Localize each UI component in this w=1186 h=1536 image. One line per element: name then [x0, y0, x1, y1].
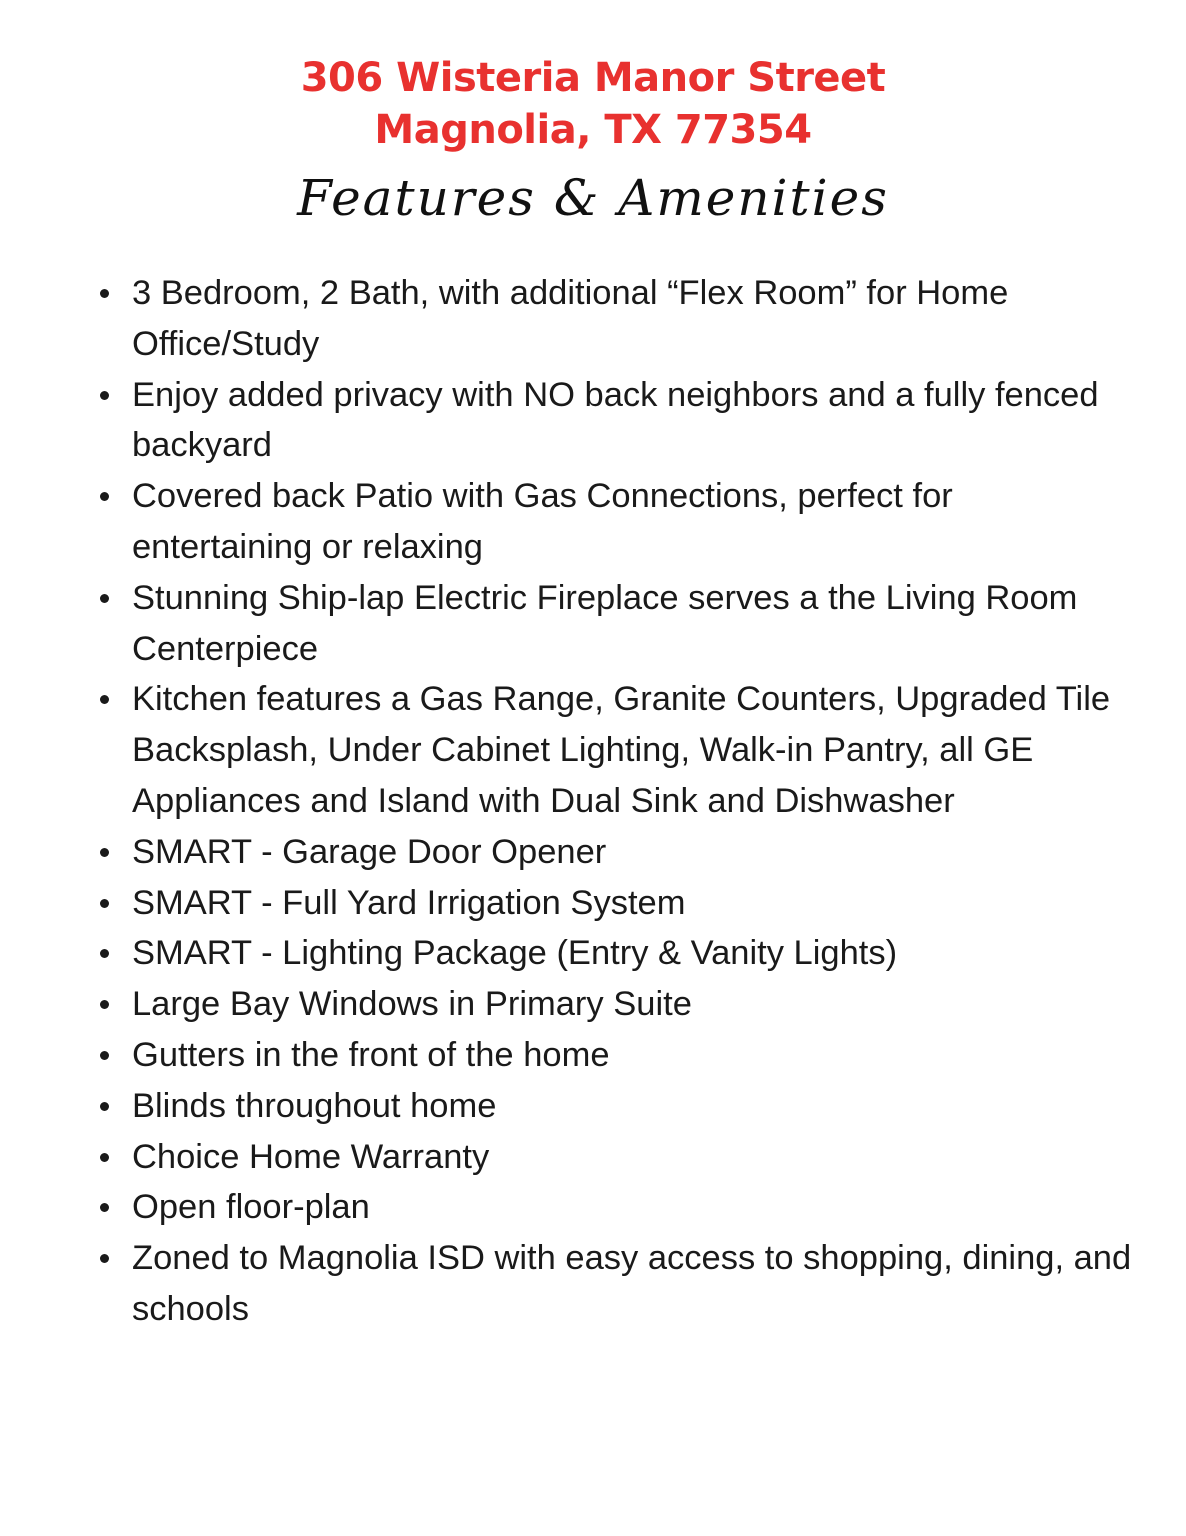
feature-text: SMART - Full Yard Irrigation System: [132, 883, 686, 922]
feature-text: Enjoy added privacy with NO back neighbors and a fully fenced backyard: [132, 375, 1099, 465]
feature-text: Open floor-plan: [132, 1188, 370, 1227]
bullet-icon: [100, 289, 109, 298]
bullet-icon: [100, 1254, 109, 1263]
bullet-icon: [100, 594, 109, 603]
list-item: [96, 928, 1136, 979]
list-item: [96, 1182, 1136, 1233]
bullet-icon: [100, 848, 109, 857]
feature-text: Zoned to Magnolia ISD with easy access to shopping, dining, and schools: [132, 1239, 1132, 1328]
list-item: [96, 471, 1136, 573]
feature-text: SMART - Garage Door Opener: [132, 832, 607, 871]
list-item: [96, 1233, 1136, 1335]
list-item: [96, 1132, 1136, 1183]
features-list: [96, 268, 1136, 1335]
feature-text: Kitchen features a Gas Range, Granite Counters, Upgraded Tile Backsplash, Under Cabinet Lighting, Walk-in Pantry, all GE Appliances and Island with Dual Sink and Dishwasher: [132, 680, 1111, 820]
section-title: Features & Amenities: [297, 169, 889, 227]
feature-text: Gutters in the front of the home: [132, 1035, 610, 1074]
list-item: [96, 674, 1136, 826]
feature-text: 3 Bedroom, 2 Bath, with additional “Flex Room” for Home Office/Study: [132, 274, 1009, 363]
feature-text: Stunning Ship-lap Electric Fireplace serves a the Living Room Centerpiece: [132, 578, 1078, 668]
list-item: [96, 827, 1136, 878]
list-item: [96, 1081, 1136, 1132]
bullet-icon: [100, 391, 109, 400]
list-item: [96, 979, 1136, 1030]
feature-text: Covered back Patio with Gas Connections, perfect for entertaining or relaxing: [132, 477, 953, 566]
address-street: 306 Wisteria Manor Street: [300, 55, 886, 101]
feature-text: Blinds throughout home: [132, 1086, 497, 1125]
bullet-icon: [100, 1153, 109, 1162]
feature-text: Large Bay Windows in Primary Suite: [132, 985, 692, 1024]
list-item: [96, 878, 1136, 929]
bullet-icon: [100, 1203, 109, 1212]
list-item: [96, 370, 1136, 472]
bullet-icon: [100, 1102, 109, 1111]
bullet-icon: [100, 492, 109, 501]
address-city-state-zip: Magnolia, TX 77354: [374, 107, 812, 153]
list-item: [96, 1030, 1136, 1081]
list-item: [96, 573, 1136, 675]
bullet-icon: [100, 1000, 109, 1009]
bullet-icon: [100, 1051, 109, 1060]
bullet-icon: [100, 949, 109, 958]
bullet-icon: [100, 899, 109, 908]
bullet-icon: [100, 695, 109, 704]
feature-text: SMART - Lighting Package (Entry & Vanity Lights): [132, 934, 898, 973]
feature-text: Choice Home Warranty: [132, 1137, 490, 1176]
list-item: [96, 268, 1136, 370]
